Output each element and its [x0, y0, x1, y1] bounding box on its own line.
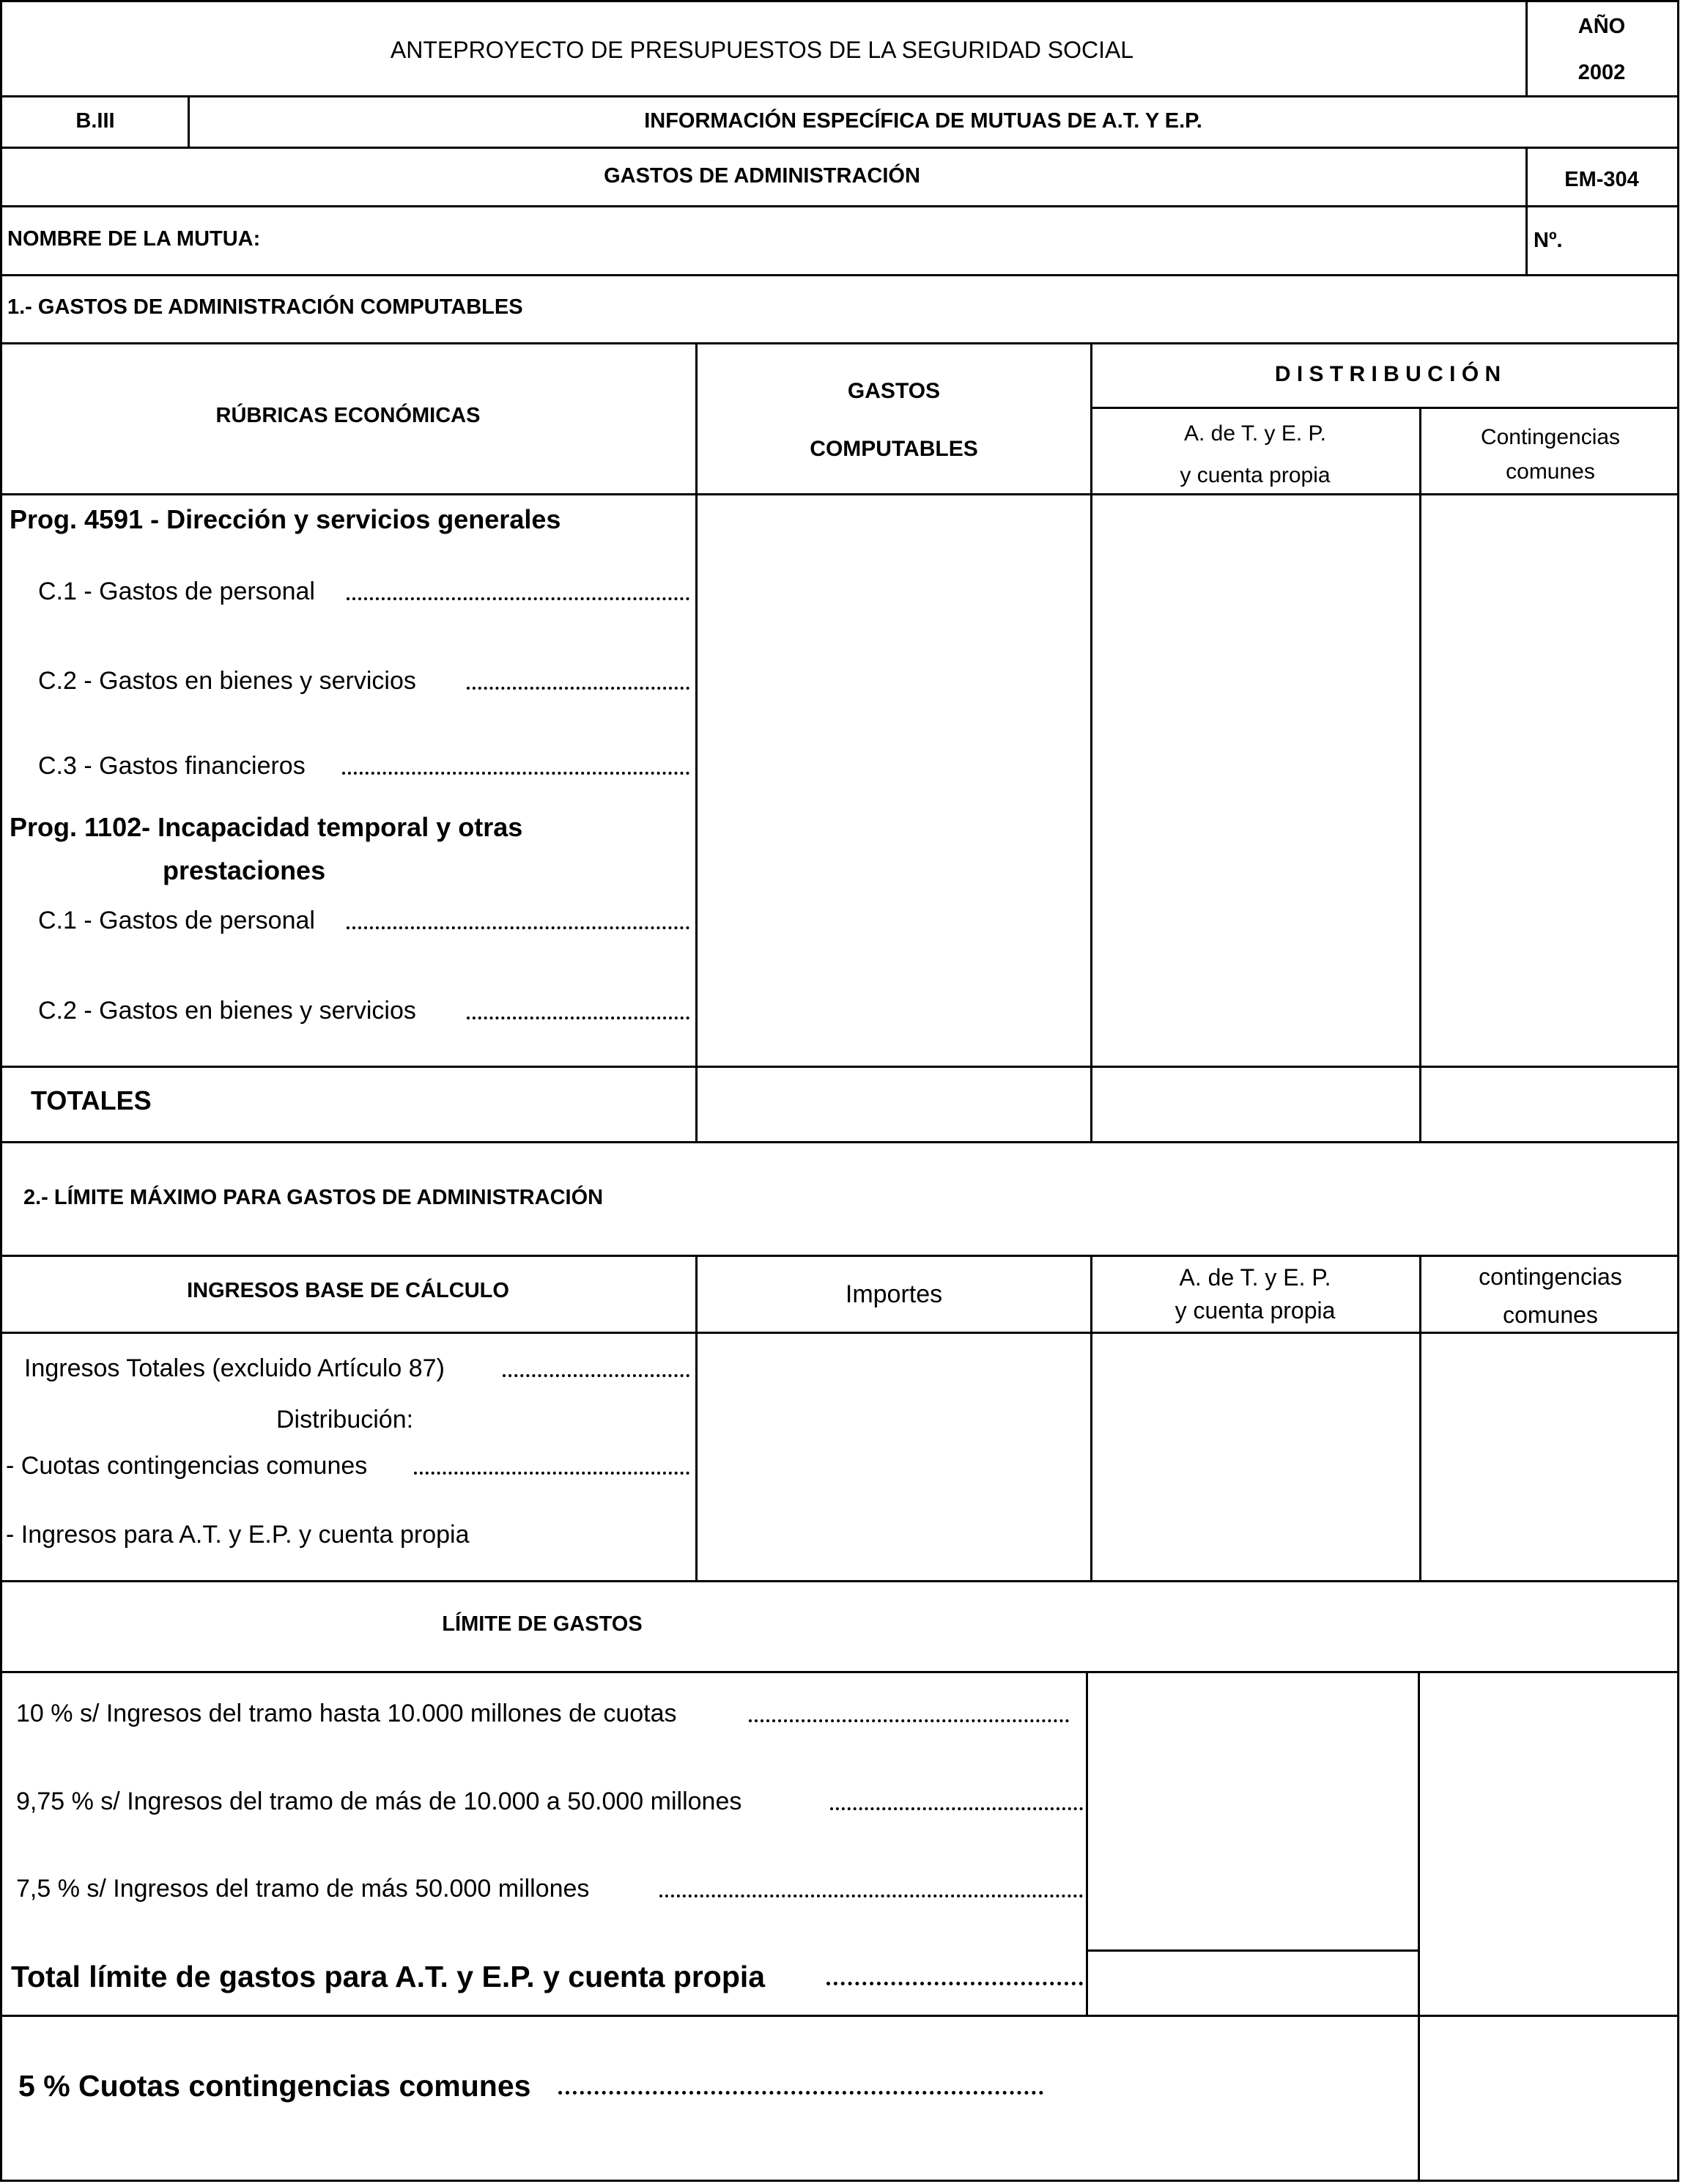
- row-label: C.1 - Gastos de personal: [38, 907, 315, 934]
- cinco-cc-label: 5 % Cuotas contingencias comunes: [18, 2069, 531, 2103]
- form-subtitle: GASTOS DE ADMINISTRACIÓN: [604, 164, 920, 188]
- dot-leader: [826, 1982, 1083, 1985]
- section-code: B.III: [75, 109, 115, 133]
- dot-leader: [503, 1374, 689, 1377]
- row-label: C.2 - Gastos en bienes y servicios: [38, 667, 416, 695]
- section2-title: 2.- LÍMITE MÁXIMO PARA GASTOS DE ADMINISTRACIÓN: [23, 1186, 604, 1209]
- section1-title: 1.- GASTOS DE ADMINISTRACIÓN COMPUTABLES: [7, 295, 523, 319]
- col-header-atep-2: y cuenta propia: [1180, 463, 1331, 487]
- dot-leader: [347, 597, 689, 600]
- dot-leader: [749, 1719, 1069, 1722]
- tramo-2-label: 9,75 % s/ Ingresos del tramo de más de 10.000 a 50.000 millones: [16, 1788, 742, 1815]
- col-header-importes: Importes: [845, 1280, 943, 1308]
- limite-gastos-title: LÍMITE DE GASTOS: [442, 1612, 643, 1636]
- dot-leader: [830, 1807, 1083, 1810]
- dot-leader: [467, 687, 689, 690]
- col-header-atep-1: A. de T. y E. P.: [1183, 421, 1327, 446]
- distribucion-label: Distribución:: [276, 1406, 414, 1434]
- dot-leader: [659, 1895, 1083, 1897]
- dot-leader: [342, 772, 689, 775]
- year-label: AÑO: [1577, 15, 1626, 38]
- totales-label: TOTALES: [31, 1085, 152, 1115]
- dot-leader: [347, 926, 689, 929]
- form-title: ANTEPROYECTO DE PRESUPUESTOS DE LA SEGURIDAD SOCIAL: [390, 37, 1134, 63]
- col-header-atep-2: y cuenta propia: [1175, 1297, 1336, 1324]
- row-label: C.3 - Gastos financieros: [38, 752, 306, 780]
- mutua-name-label: NOMBRE DE LA MUTUA:: [7, 227, 261, 251]
- mutua-number-label: Nº.: [1534, 229, 1563, 252]
- prog-1102-label-cont: prestaciones: [163, 855, 326, 885]
- ingresos-atep-label: - Ingresos para A.T. y E.P. y cuenta propia: [6, 1521, 470, 1549]
- row-label: C.2 - Gastos en bienes y servicios: [38, 997, 416, 1025]
- col-header-cc-1: Contingencias: [1480, 425, 1621, 449]
- total-limite-label: Total límite de gastos para A.T. y E.P. y cuenta propia: [11, 1960, 766, 1993]
- dot-leader: [467, 1017, 689, 1019]
- ingresos-totales-label: Ingresos Totales (excluido Artículo 87): [24, 1354, 445, 1382]
- year-value: 2002: [1577, 61, 1626, 84]
- col-header-gastos-1: GASTOS: [847, 379, 941, 403]
- col-header-gastos-2: COMPUTABLES: [810, 437, 978, 461]
- cuotas-cc-label: - Cuotas contingencias comunes: [6, 1452, 368, 1480]
- form-code: EM-304: [1564, 168, 1639, 191]
- col-header-cc-2: comunes: [1503, 1302, 1598, 1328]
- dot-leader: [558, 2091, 1043, 2095]
- col-header-rubricas: RÚBRICAS ECONÓMICAS: [215, 404, 481, 427]
- col-header-cc-2: comunes: [1506, 460, 1595, 484]
- row-label: C.1 - Gastos de personal: [38, 578, 315, 605]
- prog-1102-label: Prog. 1102- Incapacidad temporal y otras: [10, 812, 523, 842]
- prog-4591-label: Prog. 4591 - Dirección y servicios generales: [10, 504, 561, 534]
- tramo-1-label: 10 % s/ Ingresos del tramo hasta 10.000 millones de cuotas: [16, 1700, 677, 1727]
- col-header-ingresos: INGRESOS BASE DE CÁLCULO: [187, 1279, 509, 1302]
- col-header-atep-1: A. de T. y E. P.: [1179, 1264, 1331, 1291]
- col-header-distribucion: D I S T R I B U C I Ó N: [1274, 362, 1501, 386]
- col-header-cc-1: contingencias: [1479, 1263, 1622, 1290]
- section-title: INFORMACIÓN ESPECÍFICA DE MUTUAS DE A.T. Y E.P.: [644, 109, 1202, 133]
- dot-leader: [414, 1472, 689, 1475]
- tramo-3-label: 7,5 % s/ Ingresos del tramo de más 50.000 millones: [16, 1875, 590, 1903]
